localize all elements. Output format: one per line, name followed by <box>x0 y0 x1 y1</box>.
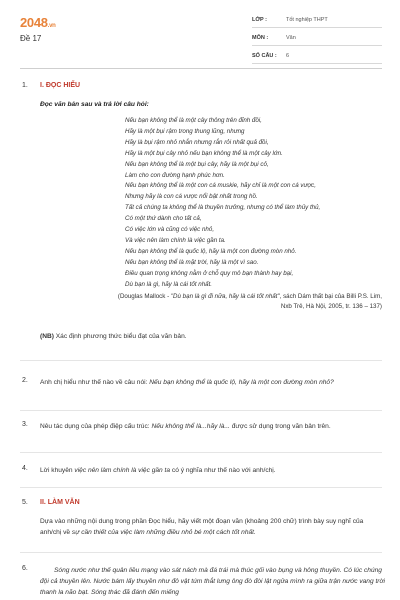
meta-row-question-count <box>252 50 382 64</box>
question-4-text <box>40 465 385 476</box>
site-logo[interactable] <box>20 15 56 30</box>
reading-instruction: Đọc văn bản sau và trả lời câu hỏi: <box>40 101 149 108</box>
citation-title: "Dù bạn là gì đi nữa, hãy là cái tốt nhất" <box>170 293 280 300</box>
header-divider <box>20 68 382 69</box>
question-number: 2. <box>22 377 28 384</box>
question-lead: Nêu tác dụng của phép điệp cấu trúc: <box>40 423 152 430</box>
question-number: 3. <box>22 421 28 428</box>
citation-prefix: (Douglas Mallock - <box>117 293 171 300</box>
poem-line: Điều quan trọng không nằm ở chỗ quy mô bạn thành hay bại, <box>125 269 294 277</box>
section-title-reading: I. ĐỌC HIỂU <box>40 82 81 89</box>
poem-line: Nếu bạn không thể là quốc lộ, hãy là một con đường mòn nhỏ. <box>125 247 297 255</box>
meta-value: 6 <box>286 53 290 59</box>
question-lead: Anh chị hiểu như thế nào về câu nói: <box>40 379 150 386</box>
question-2-text <box>40 377 385 388</box>
exam-code: Đề 17 <box>20 34 42 43</box>
poem-line: Dù bạn là gì, hãy là cái tốt nhất. <box>125 280 213 288</box>
question-tail: có ý nghĩa như thế nào với anh/chị. <box>170 467 276 474</box>
question-quote: việc nên làm chính là việc gần ta <box>74 467 171 474</box>
question-passage: Sóng nước như thế quân liều mạng vào sát nách mà đá trái mà thúc gối vào bụng và hông thuyền. Có lúc chúng đội cả thuyền lên. Nước bám lấy thuyền như đô vật túm thắt lưng ông đò đòi lật ngửa mình ra giữa trận nước vang trời thanh la não bạt. Sóng thác đã đánh đến miếng <box>40 567 385 596</box>
meta-key: MÔN : <box>252 35 269 41</box>
logo-main: 2048 <box>20 15 48 30</box>
question-6-text <box>40 565 385 600</box>
citation-line-1 <box>42 292 382 302</box>
question-lead: Dựa vào những nội dung trong phần Đọc hiểu, hãy viết một đoạn văn (khoảng 200 chữ) trình bày suy nghĩ của anh/chị về <box>40 518 364 536</box>
section-title-writing: II. LÀM VĂN <box>40 499 80 506</box>
meta-key: SỐ CÂU : <box>252 53 277 59</box>
meta-value: Tốt nghiệp THPT <box>286 17 328 23</box>
meta-key: LỚP : <box>252 17 267 23</box>
question-divider <box>20 360 382 361</box>
question-quote: Nếu bạn không thể là quốc lộ, hãy là một con đường mòn nhỏ? <box>149 379 334 386</box>
question-number: 1. <box>22 82 28 89</box>
poem-line: Nếu bạn không thể là một bụi cây, hãy là một bụi cỏ, <box>125 160 269 168</box>
logo-suffix: .vn <box>47 23 56 29</box>
poem-line: Hãy là bụi rậm nhỏ nhắn nhưng rắn rỏi nhất quả đồi, <box>125 138 269 146</box>
meta-value: Văn <box>286 35 296 41</box>
poem-line: Nếu bạn không thể là một con cá muskie, hãy chỉ là một con cá vược, <box>125 182 316 190</box>
poem-line: Nhưng hãy là con cá vược nổi bật nhất trong hồ. <box>125 193 258 201</box>
page-header <box>0 0 400 64</box>
question-divider <box>20 452 382 453</box>
poem-line: Và việc nên làm chính là việc gần ta. <box>125 236 226 244</box>
poem-line: Hãy là một bụi rậm trong thung lũng, nhưng <box>125 127 245 135</box>
citation-rest: , sách Dám thất bại của Billi P.S. Lim, <box>279 293 382 300</box>
question-3-text <box>40 421 385 432</box>
meta-row-subject <box>252 32 382 46</box>
poem-citation <box>42 292 382 312</box>
question-tail: được sử dụng trong văn bản trên. <box>229 423 331 430</box>
question-5-text <box>40 516 385 538</box>
question-number: 5. <box>22 499 28 506</box>
poem-line: Hãy là một bụi cây nhỏ nếu bạn không thể là một cây lớn. <box>125 149 283 157</box>
poem-line: Có một thứ dành cho tất cả, <box>125 215 202 223</box>
question-quote: Nếu không thể là...hãy là... <box>151 423 230 430</box>
question-divider <box>20 410 382 411</box>
meta-row-class <box>252 14 382 28</box>
question-divider <box>20 552 382 553</box>
poem-line: Tất cả chúng ta không thể là thuyền trưởng, nhưng có thể làm thủy thủ, <box>125 204 321 212</box>
poem-line: Có việc lớn và cũng có việc nhỏ, <box>125 226 215 234</box>
poem-text <box>125 116 385 291</box>
question-number: 4. <box>22 465 28 472</box>
poem-line: Làm cho con đường hạnh phúc hơn. <box>125 171 225 179</box>
poem-line: Nếu bạn không thể là một cây thông trên đỉnh đồi, <box>125 117 262 124</box>
question-divider <box>20 487 382 488</box>
question-text: Xác định phương thức biểu đạt của văn bản. <box>53 333 187 340</box>
question-quote: sự cần thiết của việc làm những điều nhỏ bé một cách tốt nhất. <box>71 529 256 536</box>
exam-meta <box>252 14 382 68</box>
question-number: 6. <box>22 565 28 572</box>
poem-line: Nếu bạn không thể là mặt trời, hãy là một vì sao. <box>125 258 259 266</box>
question-level-label: (NB) <box>40 333 54 340</box>
question-1-text <box>40 331 385 342</box>
citation-line-2: Nxb Trẻ, Hà Nội, 2005, tr. 136 – 137) <box>280 303 382 310</box>
question-lead: Lời khuyên <box>40 467 75 474</box>
